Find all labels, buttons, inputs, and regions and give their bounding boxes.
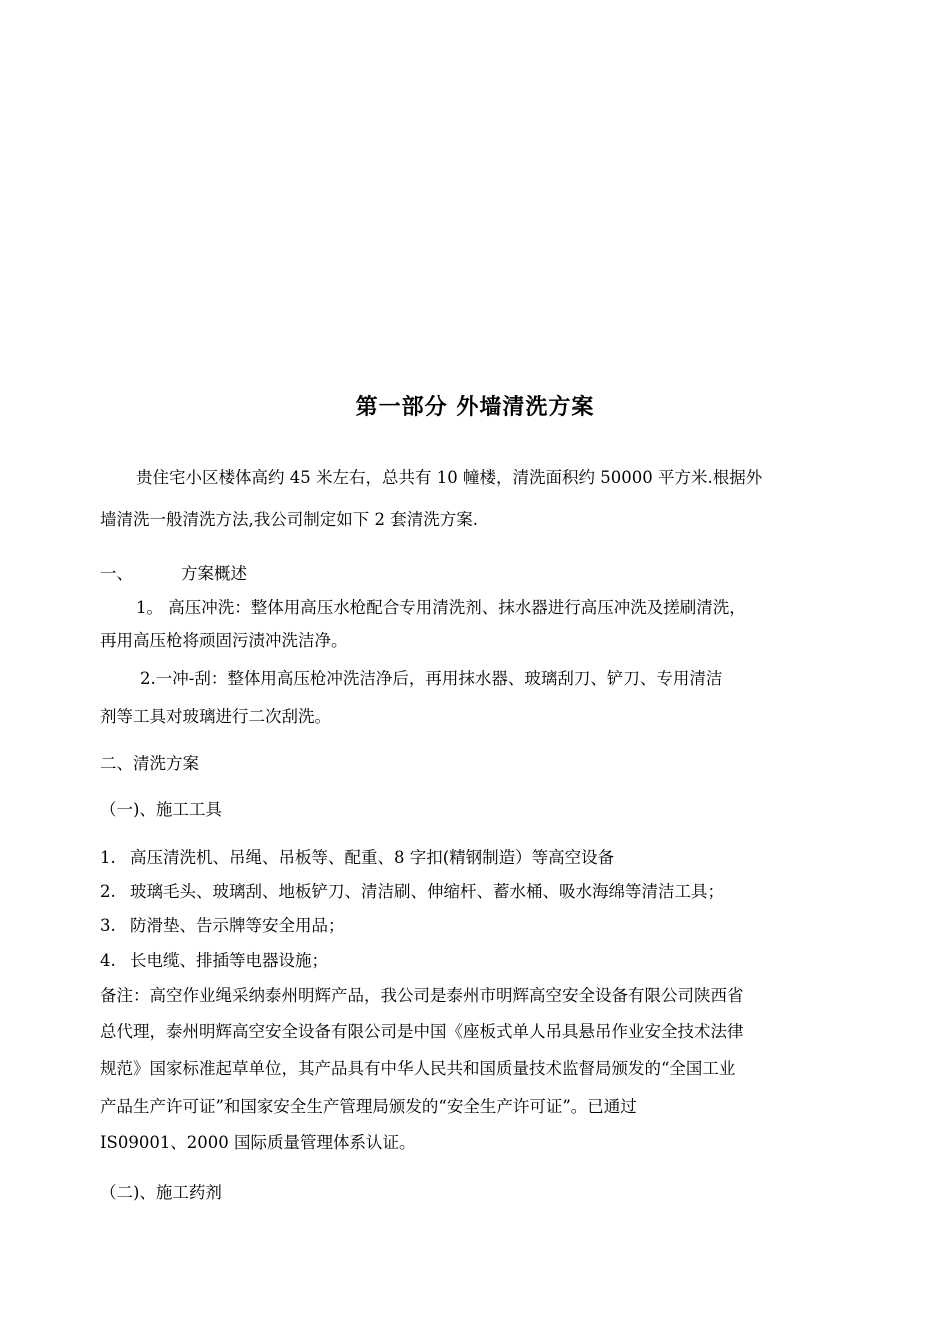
section1-heading: 方案概述 <box>181 564 247 583</box>
intro-line-1: 贵住宅小区楼体高约 45 米左右，总共有 10 幢楼，清洗面积约 50000 平方米.根据外 <box>136 468 763 487</box>
section1-item1-line2: 再用高压枪将顽固污渍冲洗洁净。 <box>100 631 348 650</box>
tool-list-item <box>100 881 724 903</box>
section2-sub2-heading: （二)、施工药剂 <box>100 1183 222 1202</box>
section2-heading: 二、清洗方案 <box>100 754 199 773</box>
tool-list-number: 2. <box>100 882 116 901</box>
tool-list-text: 防滑垫、告示牌等安全用品； <box>130 916 345 935</box>
tool-list-number: 3. <box>100 916 116 935</box>
tool-list-number: 1. <box>100 848 116 867</box>
tool-list-text: 高压清洗机、吊绳、吊板等、配重、8 字扣(精钢制造）等高空设备 <box>130 848 615 867</box>
tool-list-number: 4. <box>100 951 116 970</box>
section1-number: 一、 <box>100 564 133 583</box>
note-line: 备注：高空作业绳采纳泰州明辉产品，我公司是泰州市明辉高空安全设备有限公司陕西省 <box>100 986 744 1005</box>
tool-list-item <box>100 915 345 937</box>
note-line: 产品生产许可证”和国家安全生产管理局颁发的“安全生产许可证”。已通过 <box>100 1097 637 1116</box>
note-line: 规范》国家标准起草单位，其产品具有中华人民共和国质量技术监督局颁发的“全国工业 <box>100 1059 736 1078</box>
tool-list-text: 长电缆、排插等电器设施； <box>130 951 328 970</box>
tool-list-item <box>100 847 614 869</box>
tool-list-item <box>100 950 328 972</box>
section2-sub1-heading: （一)、施工工具 <box>100 800 222 819</box>
section1-item2-line2: 剂等工具对玻璃进行二次刮洗。 <box>100 707 331 726</box>
page-title: 第一部分 外墙清洗方案 <box>355 395 595 420</box>
intro-line-2: 墙清洗一般清洗方法,我公司制定如下 2 套清洗方案. <box>100 510 478 529</box>
note-line: IS09001、2000 国际质量管理体系认证。 <box>100 1133 416 1152</box>
tool-list-text: 玻璃毛头、玻璃刮、地板铲刀、清洁刷、伸缩杆、蓄水桶、吸水海绵等清洁工具； <box>130 882 724 901</box>
section1-item2-line1: 2.一冲-刮：整体用高压枪冲洗洁净后，再用抹水器、玻璃刮刀、铲刀、专用清洁 <box>140 669 723 688</box>
section1-item1-line1: 1。 高压冲洗：整体用高压水枪配合专用清洗剂、抹水器进行高压冲洗及搓刷清洗， <box>136 598 746 617</box>
section1-heading-row <box>100 563 247 585</box>
note-line: 总代理，泰州明辉高空安全设备有限公司是中国《座板式单人吊具悬吊作业安全技术法律 <box>100 1022 744 1041</box>
